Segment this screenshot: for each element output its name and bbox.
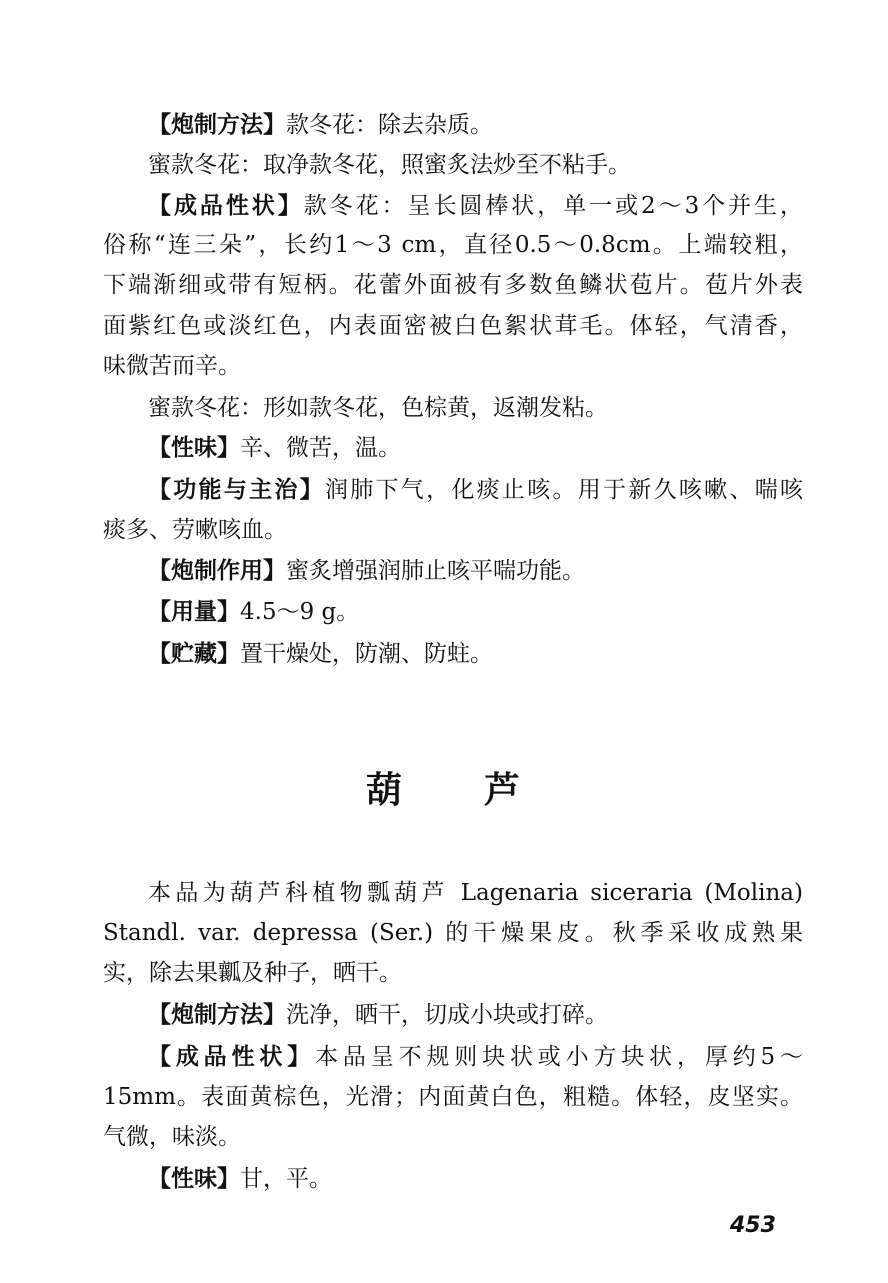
- text-intro-2: Standl. var. depressa (Ser.) 的干燥果皮。秋季采收成熟果: [103, 920, 803, 946]
- heading-processing-effect: 【炮制作用】: [148, 558, 286, 584]
- paragraph-function-line2: [103, 515, 803, 545]
- heading-nature-taste: 【性味】: [148, 435, 240, 461]
- title-char-1: 葫: [365, 769, 404, 811]
- paragraph-product-traits2-line1: [148, 1042, 803, 1072]
- paragraph-product-traits2-line3: [103, 1122, 803, 1152]
- paragraph-processing-method-2: [148, 1000, 803, 1030]
- heading-product-traits: 【成品性状】: [148, 193, 304, 219]
- heading-processing-method-2: 【炮制方法】: [148, 1002, 286, 1028]
- text-processing-method-2: 洗净，晒干，切成小块或打碎。: [286, 1002, 608, 1028]
- paragraph-product-traits2-line2: [103, 1082, 803, 1112]
- text-nature-taste: 辛、微苦，温。: [240, 435, 401, 461]
- paragraph-intro-line2: [103, 918, 803, 948]
- paragraph-dosage: [148, 597, 803, 627]
- text-product-traits2-3: 气微，味淡。: [103, 1124, 241, 1150]
- text-dosage: 4.5～9 g。: [240, 599, 360, 625]
- paragraph-function-line1: [148, 475, 803, 505]
- paragraph-honey-processing: [148, 150, 803, 180]
- paragraph-intro-line3: [103, 958, 803, 988]
- text-processing-effect: 蜜炙增强润肺止咳平喘功能。: [286, 558, 585, 584]
- paragraph-intro-line1: [148, 878, 803, 908]
- text-product-traits-4: 面紫红色或淡红色，内表面密被白色絮状茸毛。体轻，气清香，: [103, 313, 803, 339]
- text-nature-taste-2: 甘，平。: [240, 1166, 332, 1192]
- paragraph-product-traits-line5: [103, 351, 803, 381]
- text-product-traits-3: 下端渐细或带有短柄。花蕾外面被有多数鱼鳞状苞片。苞片外表: [103, 272, 803, 298]
- text-honey-traits: 蜜款冬花：形如款冬花，色棕黄，返潮发粘。: [148, 395, 608, 421]
- section-title: [0, 768, 888, 812]
- paragraph-product-traits-line4: [103, 311, 803, 341]
- paragraph-product-traits-line2: [103, 230, 803, 260]
- paragraph-processing-method: [148, 110, 803, 140]
- paragraph-nature-taste-2: [148, 1164, 803, 1194]
- heading-nature-taste-2: 【性味】: [148, 1166, 240, 1192]
- paragraph-product-traits-line1: [148, 191, 803, 221]
- heading-product-traits-2: 【成品性状】: [148, 1044, 316, 1070]
- text-product-traits-2: 俗称“连三朵”，长约1～3 cm，直径0.5～0.8cm。上端较粗，: [103, 232, 803, 258]
- text-intro-1: 本品为葫芦科植物瓢葫芦 Lagenaria siceraria (Molina): [148, 880, 803, 906]
- text-product-traits-1: 款冬花：呈长圆棒状，单一或2～3个并生，: [303, 193, 803, 219]
- paragraph-nature-taste: [148, 433, 803, 463]
- text-product-traits2-2: 15mm。表面黄棕色，光滑；内面黄白色，粗糙。体轻，皮坚实。: [103, 1084, 803, 1110]
- text-storage: 置干燥处，防潮、防蛀。: [240, 641, 493, 667]
- text-honey-processing: 蜜款冬花：取净款冬花，照蜜炙法炒至不粘手。: [148, 152, 631, 178]
- paragraph-storage: [148, 639, 803, 669]
- paragraph-product-traits-line3: [103, 270, 803, 300]
- paragraph-honey-traits: [148, 393, 803, 423]
- title-char-2: 芦: [484, 769, 523, 811]
- heading-function: 【功能与主治】: [148, 477, 325, 503]
- text-product-traits2-1: 本品呈不规则块状或小方块状，厚约5～: [315, 1044, 804, 1070]
- text-function-2: 痰多、劳嗽咳血。: [103, 517, 287, 543]
- text-intro-3: 实，除去果瓤及种子，晒干。: [103, 960, 402, 986]
- heading-processing-method: 【炮制方法】: [148, 112, 286, 138]
- text-product-traits-5: 味微苦而辛。: [103, 353, 241, 379]
- page-number: 453: [730, 1213, 776, 1238]
- heading-dosage: 【用量】: [148, 599, 240, 625]
- text-function-1: 润肺下气，化痰止咳。用于新久咳嗽、喘咳: [324, 477, 804, 503]
- heading-storage: 【贮藏】: [148, 641, 240, 667]
- text-processing-method: 款冬花：除去杂质。: [286, 112, 493, 138]
- paragraph-processing-effect: [148, 556, 803, 586]
